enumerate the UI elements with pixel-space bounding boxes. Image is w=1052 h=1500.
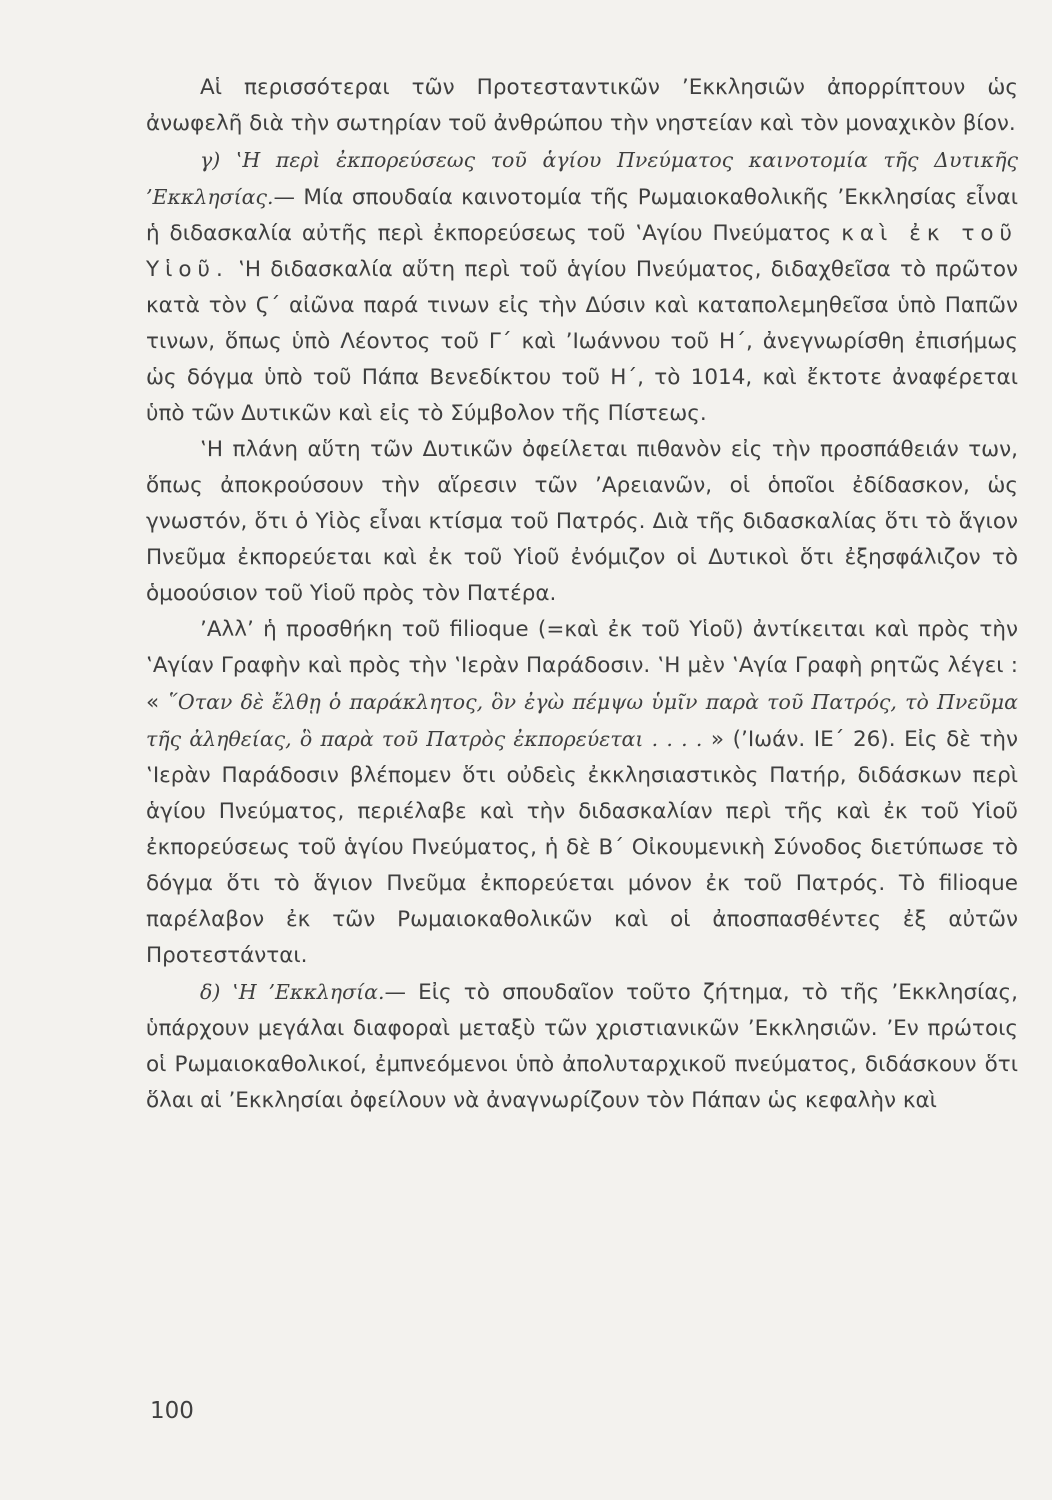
paragraph-text: Αἱ περισσότεραι τῶν Προτεσταντικῶν ’Εκκλησιῶν ἀπορρίπτουν ὡς ἀνωφελῆ διὰ τὴν σωτηρίαν τοῦ ἀνθρώπου τὴν νηστείαν καὶ τὸν μοναχικὸν βίον. xyxy=(146,75,1018,136)
paragraph-filioque-scripture xyxy=(146,612,1018,974)
paragraph-protestant-fasting xyxy=(146,70,1018,142)
paragraph-text: » (’Ιωάν. ΙΕ΄ 26). Εἰς δὲ τὴν ‛Ιερὰν Παράδοσιν βλέπομεν ὅτι οὐδεὶς ἐκκλησιαστικὸς Πατήρ, διδάσκων περὶ ἁγίου Πνεύματος, περιέλαβε καὶ τὴν διδασκαλίαν περὶ τῆς καὶ ἐκ τοῦ Υἱοῦ ἐκπορεύσεως τοῦ ἁγίου Πνεύματος, ἡ δὲ Β΄ Οἰκουμενικὴ Σύνοδος διετύπωσε τὸ δόγμα ὅτι τὸ ἅγιον Πνεῦμα ἐκπορεύεται μόνον ἐκ τοῦ Πατρός. Τὸ filioque παρέλαβον ἐκ τῶν Ρωμαιοκαθολικῶν καὶ οἱ ἀποσπασθέντες ἐξ αὐτῶν Προτεστάνται. xyxy=(146,727,1018,968)
paragraph-filioque-innovation xyxy=(146,142,1018,432)
paragraph-text: ’Αλλ’ ἡ προσθήκη τοῦ filioque (=καὶ ἐκ τοῦ Υἱοῦ) ἀντίκειται καὶ πρὸς τὴν ‛Αγίαν Γραφὴν καὶ πρὸς τὴν ‛Ιερὰν Παράδοσιν. ‛Η μὲν ‛Αγία Γραφὴ ρητῶς λέγει : « xyxy=(146,617,1018,715)
paragraph-the-church xyxy=(146,974,1018,1119)
section-heading-delta: δ) ‛Η ’Εκκλησία. xyxy=(200,980,385,1004)
body-text xyxy=(146,70,1018,1119)
paragraph-text: — Εἰς τὸ σπουδαῖον τοῦτο ζήτημα, τὸ τῆς ’Εκκλησίας, ὑπάρχουν μεγάλαι διαφοραὶ μεταξὺ τῶν χριστιανικῶν ’Εκκλησιῶν. ’Εν πρώτοις οἱ Ρωμαιοκαθολικοί, ἐμπνεόμενοι ὑπὸ ἀπολυταρχικοῦ πνεύματος, διδάσκουν ὅτι ὅλαι αἱ ’Εκκλησίαι ὀφείλουν νὰ ἀναγνωρίζουν τὸν Πάπαν ὡς κεφαλὴν καὶ xyxy=(146,980,1018,1113)
emphasized-phrase: καὶ ἐκ τοῦ Υἱοῦ. xyxy=(146,221,1018,282)
page-number: 100 xyxy=(150,1398,194,1424)
scripture-quote: ῞Οταν δὲ ἔλθῃ ὁ παράκλητος, ὃν ἐγὼ πέμψω ὑμῖν παρὰ τοῦ Πατρός, τὸ Πνεῦμα τῆς ἀληθείας, ὃ παρὰ τοῦ Πατρὸς ἐκπορεύεται . . . . xyxy=(146,690,1018,751)
paragraph-text: ‛Η πλάνη αὕτη τῶν Δυτικῶν ὀφείλεται πιθανὸν εἰς τὴν προσπάθειάν των, ὅπως ἀποκρούσουν τὴν αἵρεσιν τῶν ’Αρειανῶν, οἱ ὁποῖοι ἐδίδασκον, ὡς γνωστόν, ὅτι ὁ Υἱὸς εἶναι κτίσμα τοῦ Πατρός. Διὰ τῆς διδασκαλίας ὅτι τὸ ἅγιον Πνεῦμα ἐκπορεύεται καὶ ἐκ τοῦ Υἱοῦ ἐνόμιζον οἱ Δυτικοὶ ὅτι ἐξησφάλιζον τὸ ὁμοούσιον τοῦ Υἱοῦ πρὸς τὸν Πατέρα. xyxy=(146,437,1018,606)
paragraph-western-error xyxy=(146,432,1018,612)
paragraph-text: ‛Η διδασκαλία αὕτη περὶ τοῦ ἁγίου Πνεύματος, διδαχθεῖσα τὸ πρῶτον κατὰ τὸν Ϛ΄ αἰῶνα παρά τινων εἰς τὴν Δύσιν καὶ καταπολεμηθεῖσα ὑπὸ Παπῶν τινων, ὅπως ὑπὸ Λέοντος τοῦ Γ΄ καὶ ’Ιωάννου τοῦ Η΄, ἀνεγνωρίσθη ἐπισήμως ὡς δόγμα ὑπὸ τοῦ Πάπα Βενεδίκτου τοῦ Η΄, τὸ 1014, καὶ ἔκτοτε ἀναφέρεται ὑπὸ τῶν Δυτικῶν καὶ εἰς τὸ Σύμβολον τῆς Πίστεως. xyxy=(146,257,1018,426)
section-heading-gamma: γ) ‛Η περὶ ἐκπορεύσεως τοῦ ἁγίου Πνεύματος καινοτομία τῆς Δυτικῆς ’Εκκλησίας. xyxy=(146,148,1018,209)
paragraph-text: — Μία σπουδαία καινοτομία τῆς Ρωμαιοκαθολικῆς ’Εκκλησίας εἶναι ἡ διδασκαλία αὐτῆς περὶ ἐκπορεύσεως τοῦ ‛Αγίου Πνεύματος xyxy=(146,185,1018,246)
